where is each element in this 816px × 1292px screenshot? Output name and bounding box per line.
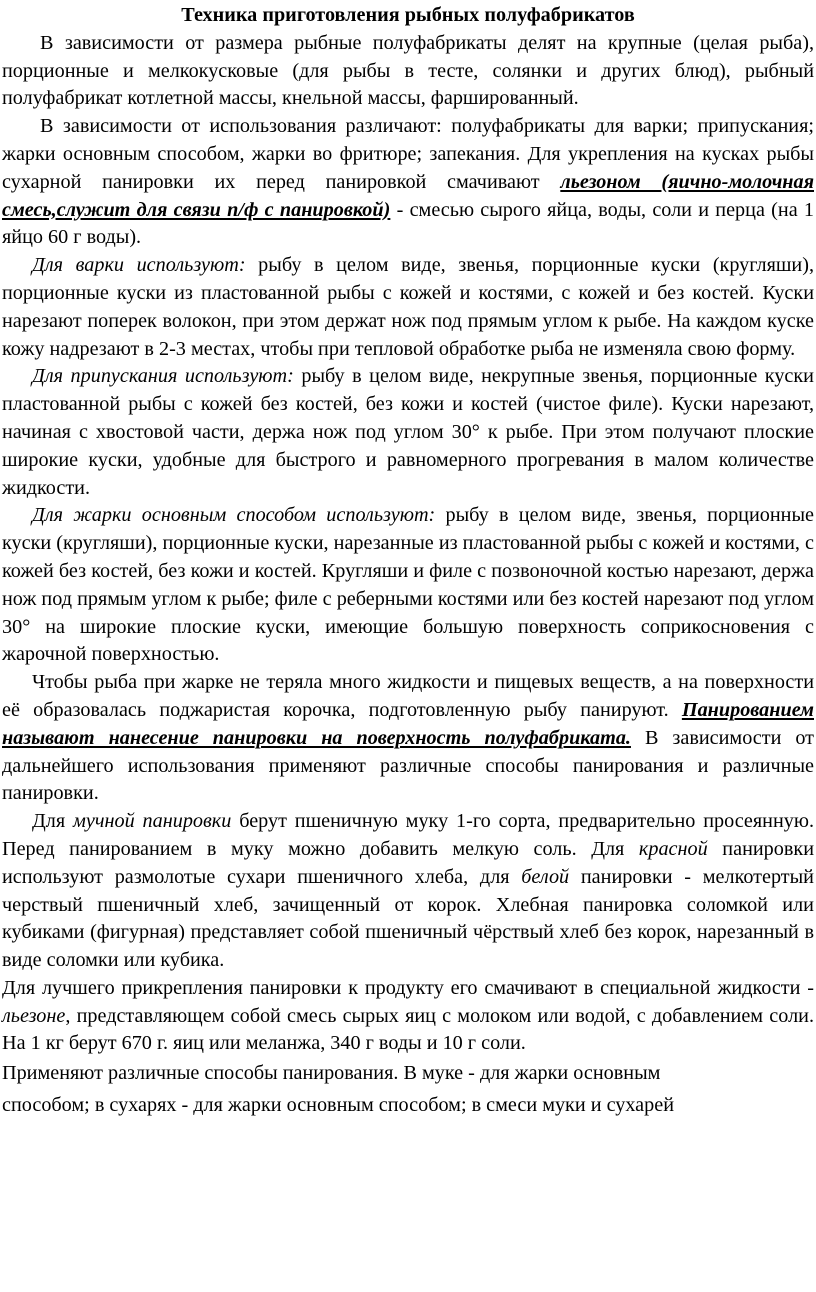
breading-definition: Панированием называют нанесение панировки на поверхность полуфабриката. <box>2 698 814 749</box>
document-title: Техника приготовления рыбных полуфабрикатов <box>181 4 635 26</box>
white-breading-term: белой <box>521 865 570 888</box>
lezon-text-end: , представляющем собой смесь сырых яиц с молоком или водой, с добавлением соли. На 1 кг берут 670 г. яиц или меланжа, 340 г воды и 10 г соли. <box>2 1004 814 1055</box>
paragraph-methods-line-1: Применяют различные способы панирования. В муке - для жарки основным <box>2 1062 661 1085</box>
breading-types-text-4: панировки - мелкотертый черствый пшеничный хлеб, зачищенный от корок. Хлебная панировка соломкой или кубиками (фигурная) представляет собой пшеничный чёрствый хлеб без корок, нарезанный в виде соломки или кубика. <box>2 865 814 972</box>
paragraph-methods-line-2: способом; в сухарях - для жарки основным способом; в смеси муки и сухарей <box>2 1094 675 1117</box>
boiling-text: рыбу в целом виде, звенья, порционные куски (кругляши), порционные куски из пластованной рыбы с кожей и костями, с кожей и без костей. Куски нарезают поперек волокон, при этом держат нож под прямым углом к рыбе. На каждом куске кожу надрезают в 2-3 местах, чтобы при тепловой обработке рыба не изменяла свою форму. <box>2 254 815 360</box>
lezon-text: Для лучшего прикрепления панировки к продукту его смачивают в специальной жидкости - <box>2 976 814 999</box>
breading-text: Чтобы рыба при жарке не теряла много жидкости и пищевых веществ, а на поверхности её образовалась поджаристая корочка, подготовленную рыбу панируют. <box>2 671 814 721</box>
lezon-term: льезоне <box>2 1004 66 1027</box>
paragraph-types: В зависимости от размера рыбные полуфабрикаты делят на крупные (целая рыба), порционные и мелкокусковые (для рыбы в тесте, солянки и других блюд), рыбный полуфабрикат котлетной массы, кнельной массы, фаршированный. <box>2 31 814 110</box>
breading-text-end: В зависимости от дальнейшего использования применяют различные способы панирования и различные панировки. <box>2 726 815 805</box>
paragraph-poaching <box>2 363 814 502</box>
paragraph-lezon <box>2 975 814 1058</box>
frying-lead: Для жарки основным способом используют: <box>32 504 436 527</box>
flour-breading-term: мучной панировки <box>73 810 232 833</box>
paragraph-frying <box>2 502 814 669</box>
usage-text: В зависимости от использования различают: полуфабрикаты для варки; припускания; жарки основным способом, жарки во фритюре; запекания. Для укрепления на кусках рыбы сухарной панировки их перед панировкой смачивают <box>2 115 814 193</box>
paragraph-breading-types <box>2 808 814 975</box>
poaching-text: рыбу в целом виде, некрупные звенья, порционные куски пластованной рыбы с кожей без костей, без кожи и костей (чистое филе). Куски нарезают, начиная с хвостовой части, держа нож под углом 30° к рыбе. При этом получают плоские широкие куски, удобные для быстрого и равномерного прогревания в малом количестве жидкости. <box>2 365 814 499</box>
breading-types-text-3: панировки используют размолотые сухари пшеничного хлеба, для <box>2 837 815 888</box>
usage-text-end: - смесью сырого яйца, воды, соли и перца (на 1 яйцо 60 г воды). <box>2 198 814 249</box>
lezon-definition: льезоном (яично-молочная смесь,служит для связи п/ф с панировкой) <box>2 170 814 221</box>
frying-text: рыбу в целом виде, звенья, порционные куски (кругляши), порционные куски, нарезанные из пластованной рыбы с кожей и костями, с кожей без костей, без кожи и костей. Кругляши и филе с позвоночной костью нарезают, держа нож под прямым углом к рыбе; филе с реберными костями или без костей нарезают под углом 30° на широкие плоские куски, имеющие большую поверхность соприкосновения с жарочной поверхностью. <box>2 504 815 666</box>
breading-types-text: Для <box>32 810 73 833</box>
boiling-lead: Для варки используют: <box>32 254 246 277</box>
red-breading-term: красной <box>638 837 708 860</box>
paragraph-boiling <box>2 252 814 363</box>
poaching-lead: Для припускания используют: <box>32 365 294 388</box>
breading-types-text-2: берут пшеничную муку 1-го сорта, предварительно просеянную. Перед панированием в муку можно добавить мелкую соль. Для <box>2 810 814 860</box>
paragraph-breading <box>2 669 814 808</box>
paragraph-usage <box>2 113 814 252</box>
